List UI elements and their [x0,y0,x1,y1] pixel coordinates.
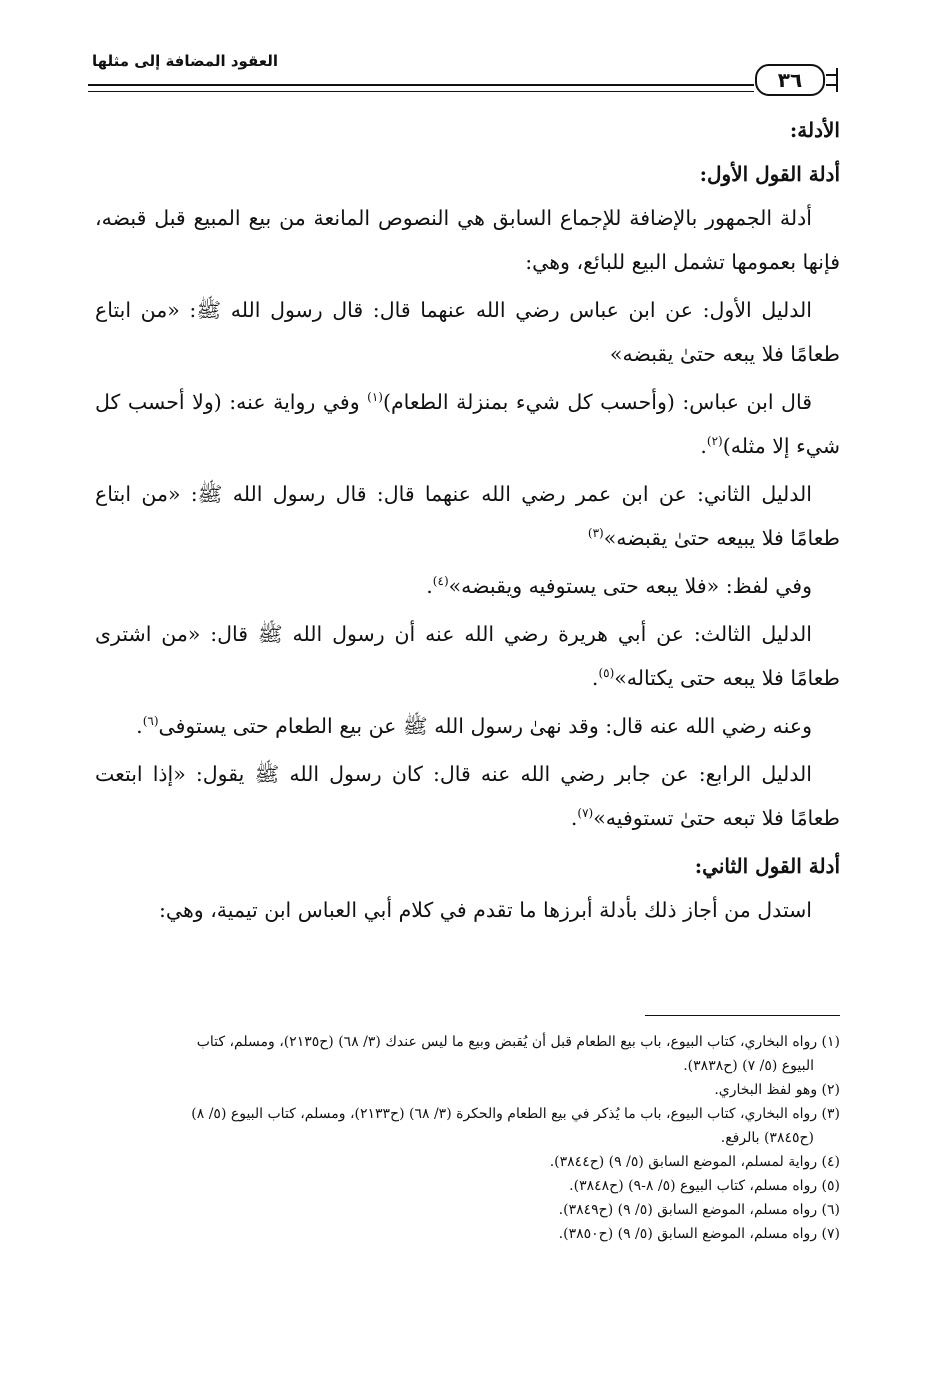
paragraph-text: الدليل الثاني: عن ابن عمر رضي الله عنهما قال: قال رسول الله ﷺ: «من ابتاع طعامًا فلا يبيعه حتىٰ يقبضه» [95,482,840,550]
paragraph-text: . [136,714,143,738]
paragraph-text: وعنه رضي الله عنه قال: وقد نهىٰ رسول الله ﷺ عن بيع الطعام حتى يستوفى [158,714,812,738]
paragraph [95,752,840,840]
paragraph-text: وفي لفظ: «فلا يبعه حتى يستوفيه ويقبضه» [448,574,812,598]
header-rule-thick [88,84,754,86]
footnote: (٢) وهو لفظ البخاري. [714,1082,840,1098]
subsection-heading: أدلة القول الثاني: [694,854,840,878]
section-heading: الأدلة: [789,118,840,142]
footnote-text: البيوع (٥/ ٧) (ح٣٨٣٨). [683,1058,814,1074]
paragraph [95,564,840,608]
footnote-ref: (٥) [598,666,615,681]
footnote-text: (ح٣٨٤٥) بالرفع. [720,1130,814,1146]
paragraph [95,704,840,748]
footnote-text: (٣) رواه البخاري، كتاب البيوع، باب ما يُذكر في بيع الطعام والحكرة (٣/ ٦٨) (ح٢١٣٣)، ومسلم، كتاب البيوع (٥/ ٨) [191,1106,840,1122]
footnote: (٦) رواه مسلم، الموضع السابق (٥/ ٩) (ح٣٨٤٩). [558,1202,840,1218]
paragraph-text: . [700,434,707,458]
footnote-text: (١) رواه البخاري، كتاب البيوع، باب بيع الطعام قبل أن يُقبض وبيع ما ليس عندك (٣/ ٦٨) (ح٢١٣٥)، ومسلم، كتاب [196,1034,840,1050]
paragraph-text: . [591,666,599,690]
paragraph-text: الدليل الرابع: عن جابر رضي الله عنه قال: كان رسول الله ﷺ يقول: «إذا ابتعت طعامًا فلا تبعه حتىٰ تستوفيه» [95,762,840,830]
footnote-separator [645,1015,840,1016]
footnote-ref: (٤) [432,574,449,589]
footnote [95,1102,840,1150]
paragraph: استدل من أجاز ذلك بأدلة أبرزها ما تقدم في كلام أبي العباس ابن تيمية، وهي: [158,898,812,922]
footnote: (٥) رواه مسلم، كتاب البيوع (٥/ ٨-٩) (ح٣٨٤٨). [569,1178,840,1194]
paragraph-text: وفي رواية عنه: (ولا أحسب كل شيء إلا مثله) [95,390,840,458]
running-header-title: العقود المضافة إلى مثلها [92,52,278,70]
paragraph [95,612,840,700]
paragraph-text: . [426,574,433,598]
paragraph: أدلة الجمهور بالإضافة للإجماع السابق هي النصوص المانعة من بيع المبيع قبل قبضه، فإنها بعمومها تشمل البيع للبائع، وهي: [95,206,840,274]
footnote-ref: (٣) [587,526,604,541]
page-number: ٣٦ [755,64,825,96]
footnote [95,1030,840,1078]
footnotes [95,1030,840,1246]
page-number-ornament [836,68,838,92]
paragraph-text: . [570,806,578,830]
footnote: (٧) رواه مسلم، الموضع السابق (٥/ ٩) (ح٣٨٥٠). [558,1226,840,1242]
footnote-ref: (٦) [142,714,159,729]
footnote-ref: (١) [367,390,383,405]
paragraph: الدليل الأول: عن ابن عباس رضي الله عنهما قال: قال رسول الله ﷺ: «من ابتاع طعامًا فلا يبعه حتىٰ يقبضه» [95,298,840,366]
paragraph [95,472,840,560]
footnote-ref: (٢) [706,434,723,449]
header-rule-thin [88,91,754,92]
footnote-ref: (٧) [577,806,594,821]
footnote: (٤) رواية لمسلم، الموضع السابق (٥/ ٩) (ح٣٨٤٤). [549,1154,840,1170]
paragraph [95,380,840,468]
subsection-heading: أدلة القول الأول: [699,162,840,186]
paragraph-text: قال ابن عباس: (وأحسب كل شيء بمنزلة الطعام) [382,390,812,414]
paragraph-text: الدليل الثالث: عن أبي هريرة رضي الله عنه أن رسول الله ﷺ قال: «من اشترى طعامًا فلا يبعه حتى يكتاله» [95,622,840,690]
main-text [95,108,840,936]
